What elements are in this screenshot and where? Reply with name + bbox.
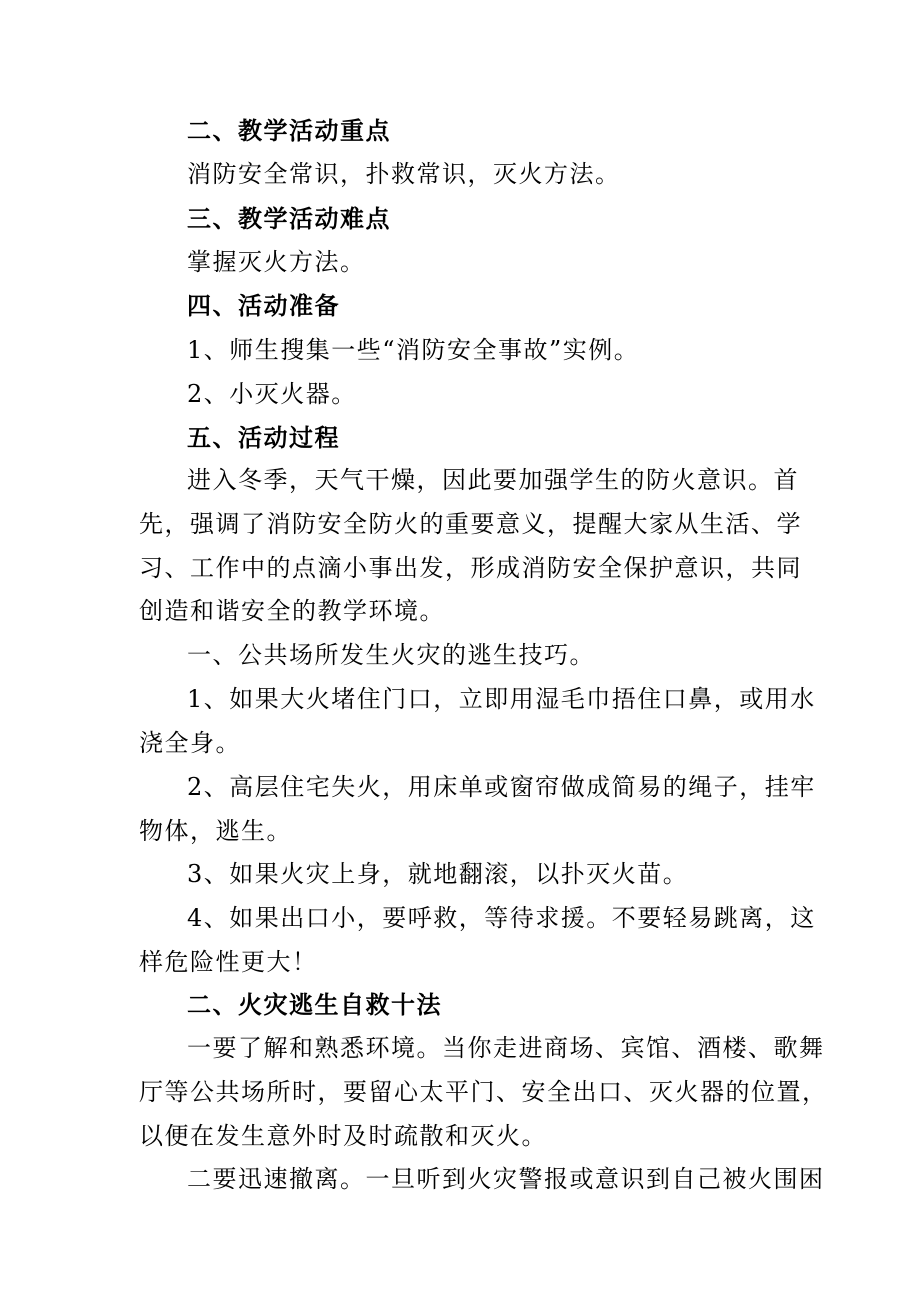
paragraph-line: 厅等公共场所时，要留心太平门、安全出口、灭火器的位置，: [139, 1078, 828, 1106]
difficulty-text: 掌握灭火方法。: [187, 248, 366, 276]
preparation-item-1: 1、师生搜集一些“消防安全事故”实例。: [187, 336, 640, 364]
key-points-text: 消防安全常识，扑救常识，灭火方法。: [187, 160, 621, 188]
paragraph-line: 物体，逃生。: [139, 817, 292, 845]
paragraph-line: 习、工作中的点滴小事出发，形成消防安全保护意识，共同: [139, 554, 802, 582]
paragraph-line: 一要了解和熟悉环境。当你走进商场、宾馆、酒楼、歌舞: [187, 1034, 825, 1062]
paragraph-line: 3、如果火灾上身，就地翻滚，以扑灭火苗。: [187, 860, 689, 888]
paragraph-line: 创造和谐安全的教学环境。: [139, 597, 445, 625]
paragraph-line: 以便在发生意外时及时疏散和灭火。: [139, 1122, 547, 1150]
paragraph-line: 进入冬季，天气干燥，因此要加强学生的防火意识。首: [187, 466, 799, 494]
section-heading-difficulty: 三、教学活动难点: [187, 204, 391, 233]
paragraph-line: 浇全身。: [139, 729, 241, 757]
preparation-item-2: 2、小灭火器。: [187, 380, 357, 408]
section-heading-process: 五、活动过程: [187, 423, 340, 452]
section-heading-preparation: 四、活动准备: [187, 291, 340, 320]
paragraph-line: 二要迅速撤离。一旦听到火灾警报或意识到自己被火围困: [187, 1165, 825, 1193]
paragraph-line: 样危险性更大！: [139, 948, 318, 976]
paragraph-line: 一、公共场所发生火灾的逃生技巧。: [187, 641, 595, 669]
section-heading-key-points: 二、教学活动重点: [187, 116, 391, 145]
paragraph-line: 2、高层住宅失火，用床单或窗帘做成简易的绳子，挂牢: [187, 773, 816, 801]
section-heading-escape-methods: 二、火灾逃生自救十法: [187, 990, 442, 1019]
paragraph-line: 4、如果出口小，要呼救，等待求援。不要轻易跳离，这: [187, 904, 816, 932]
paragraph-line: 先，强调了消防安全防火的重要意义，提醒大家从生活、学: [139, 510, 802, 538]
paragraph-line: 1、如果大火堵住门口，立即用湿毛巾捂住口鼻，或用水: [187, 685, 816, 713]
